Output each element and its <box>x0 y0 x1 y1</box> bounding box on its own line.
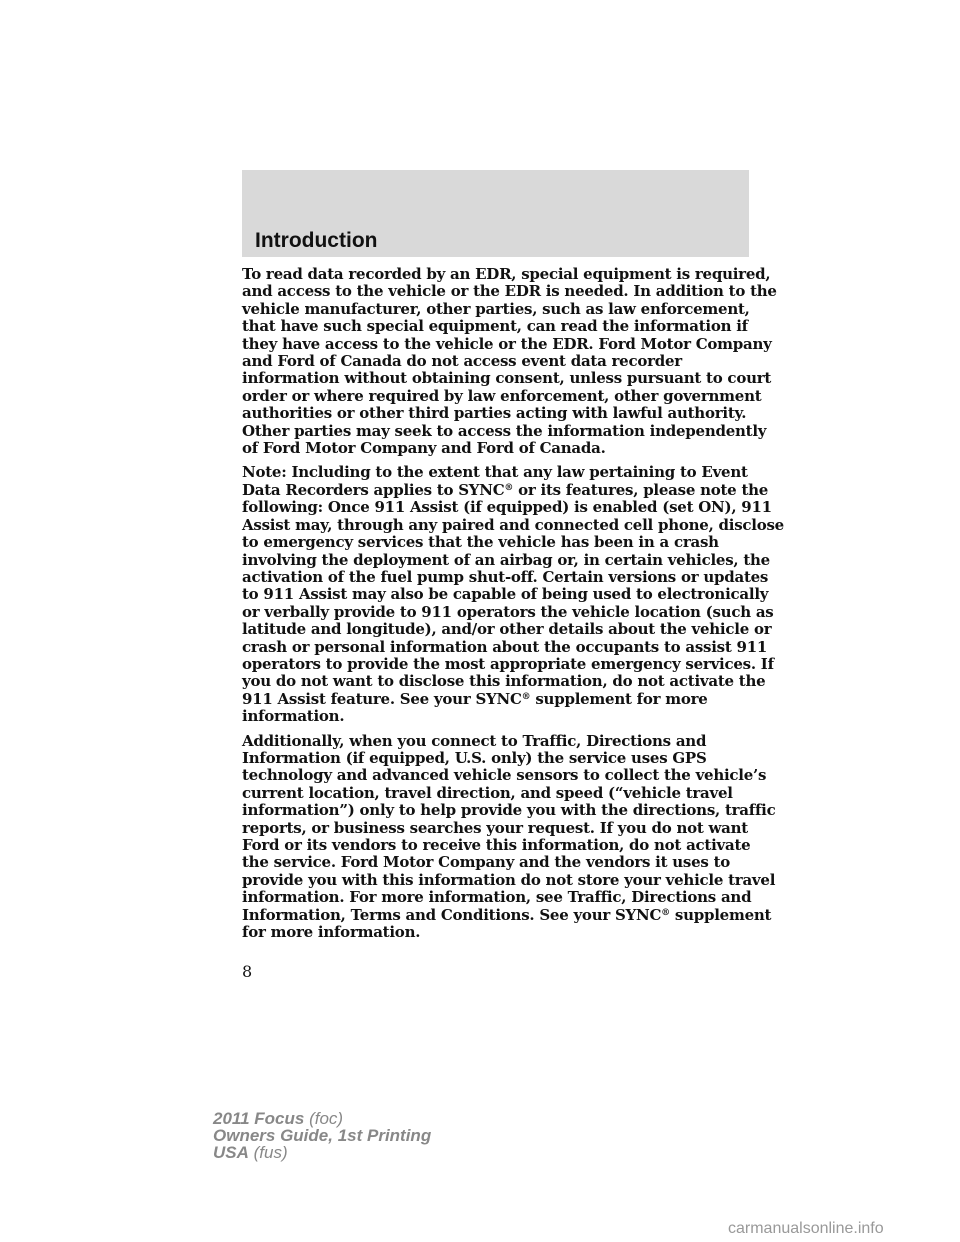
paragraph-traffic <box>242 731 776 942</box>
text-line: for more information. <box>242 923 421 942</box>
text-line: Note: Including to the extent that any law pertaining to Event <box>242 463 748 482</box>
footer-guide: Owners Guide, 1st Printing <box>213 1126 432 1145</box>
footer-market-code: (fus) <box>253 1143 288 1162</box>
text-line: vehicle manufacturer, other parties, such as law enforcement, <box>242 299 750 318</box>
text-line: information without obtaining consent, unless pursuant to court <box>242 369 772 388</box>
page-number: 8 <box>242 962 253 981</box>
text-line: Information (if equipped, U.S. only) the service uses GPS <box>242 748 707 767</box>
text-line: order or where required by law enforcement, other government <box>242 386 762 405</box>
text-line: the service. Ford Motor Company and the vendors it uses to <box>242 853 731 872</box>
text-line: Ford or its vendors to receive this information, do not activate <box>242 836 751 854</box>
section-title: Introduction <box>255 229 378 252</box>
text-line: Assist may, through any paired and connected cell phone, disclose <box>242 515 784 534</box>
footer-market: USA <box>213 1143 249 1162</box>
text-line: operators to provide the most appropriate emergency services. If <box>242 654 774 673</box>
footer-guide-line <box>213 1127 431 1144</box>
text-line: and Ford of Canada do not access event data recorder <box>242 352 682 371</box>
text-line: To read data recorded by an EDR, special equipment is required, <box>242 265 771 283</box>
text-line: provide you with this information do not store your vehicle travel <box>242 870 776 889</box>
body-text <box>242 265 784 948</box>
text-line: latitude and longitude), and/or other details about the vehicle or <box>242 620 772 639</box>
text-line: authorities or other third parties acting with lawful authority. <box>242 404 747 423</box>
text-line: to emergency services that the vehicle has been in a crash <box>242 533 719 552</box>
footer-market-line <box>213 1144 431 1161</box>
text-line: Data Recorders applies to SYNC® or its features, please note the <box>242 480 769 499</box>
paragraph-sync-note <box>242 463 784 726</box>
text-line: 911 Assist feature. See your SYNC® supplement for more <box>242 689 708 708</box>
text-line: information. For more information, see Traffic, Directions and <box>242 888 752 907</box>
text-line: you do not want to disclose this information, do not activate the <box>242 672 766 691</box>
text-line: activation of the fuel pump shut-off. Certain versions or updates <box>242 567 769 586</box>
footer-model-line <box>213 1110 431 1127</box>
text-line: to 911 Assist may also be capable of being used to electronically <box>242 585 769 604</box>
footer-model-code: (foc) <box>309 1109 344 1128</box>
text-line: of Ford Motor Company and Ford of Canada. <box>242 439 606 458</box>
document-footer <box>213 1110 431 1161</box>
text-line: crash or personal information about the occupants to assist 911 <box>242 637 768 656</box>
text-line: or verbally provide to 911 operators the vehicle location (such as <box>242 602 774 621</box>
text-line: they have access to the vehicle or the EDR. Ford Motor Company <box>242 334 772 353</box>
paragraph-edr <box>242 265 777 458</box>
watermark-link[interactable]: carmanualsonline.info <box>728 1220 884 1237</box>
text-line: Other parties may seek to access the information independently <box>242 421 767 440</box>
text-line: current location, travel direction, and speed (“vehicle travel <box>242 783 733 802</box>
text-line: reports, or business searches your request. If you do not want <box>242 818 748 837</box>
text-line: that have such special equipment, can read the information if <box>242 317 748 336</box>
text-line: following: Once 911 Assist (if equipped) is enabled (set ON), 911 <box>242 498 772 517</box>
text-line: and access to the vehicle or the EDR is needed. In addition to the <box>242 282 777 301</box>
text-line: technology and advanced vehicle sensors to collect the vehicle’s <box>242 766 767 785</box>
footer-model: 2011 Focus <box>213 1109 305 1128</box>
text-line: information”) only to help provide you with the directions, traffic <box>242 801 776 820</box>
text-line: involving the deployment of an airbag or, in certain vehicles, the <box>242 550 770 569</box>
text-line: Information, Terms and Conditions. See your SYNC® supplement <box>242 905 772 924</box>
text-line: information. <box>242 707 345 726</box>
text-line: Additionally, when you connect to Traffic, Directions and <box>242 731 707 750</box>
